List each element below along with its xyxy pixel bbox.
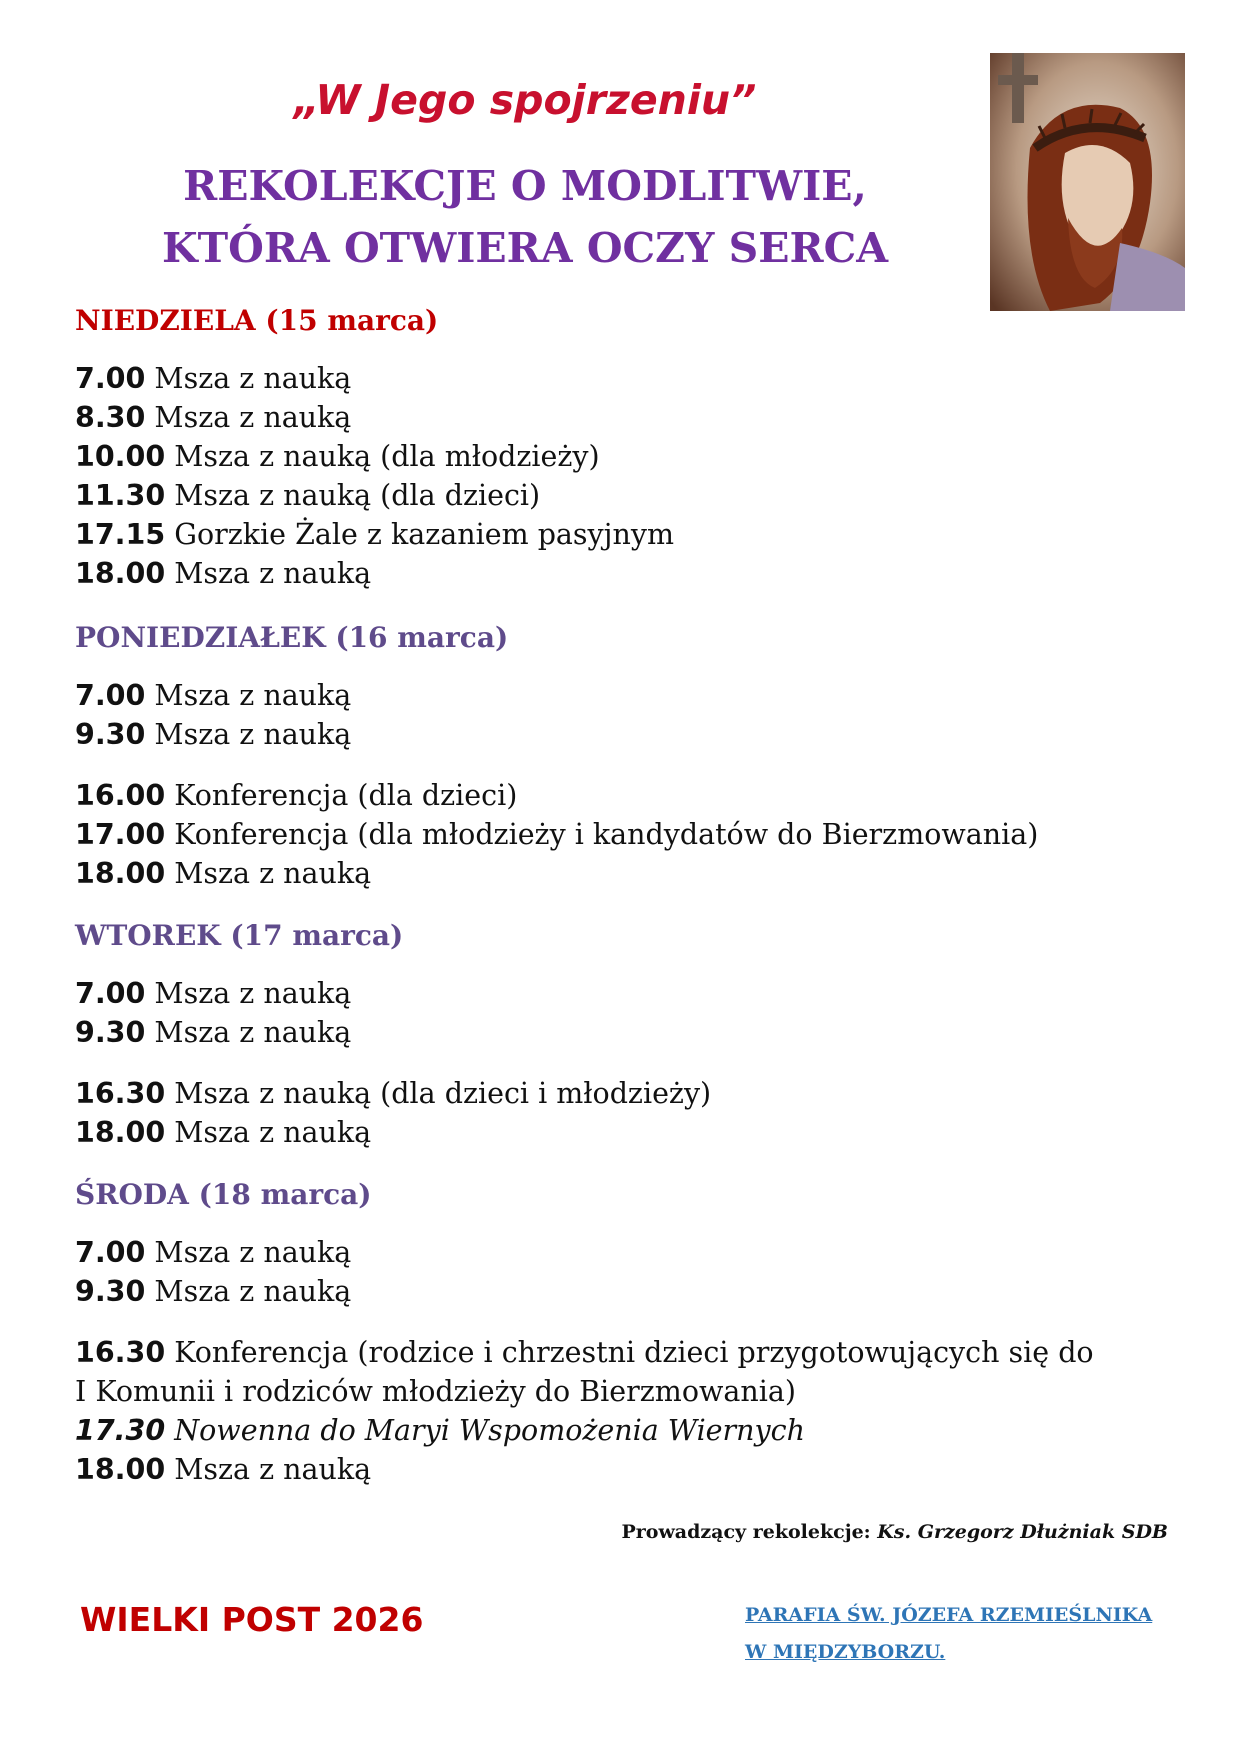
schedule-item-continuation: I Komunii i rodziców młodzieży do Bierzmowania) bbox=[75, 1375, 796, 1408]
retreat-leader: Prowadzący rekolekcje: Ks. Grzegorz Dłużniak SDB bbox=[621, 1521, 1168, 1543]
schedule-item: 17.30 Nowenna do Maryi Wspomożenia Wiernych bbox=[75, 1414, 805, 1447]
schedule-item: 7.00 Msza z nauką bbox=[75, 1236, 352, 1269]
schedule-item: 8.30 Msza z nauką bbox=[75, 401, 352, 434]
schedule-item: 18.00 Msza z nauką bbox=[75, 1116, 372, 1149]
day-heading-sunday: NIEDZIELA (15 marca) bbox=[75, 304, 439, 337]
title-line-1: REKOLEKCJE O MODLITWIE, bbox=[183, 162, 867, 210]
schedule-item: 16.30 Konferencja (rodzice i chrzestni dzieci przygotowujących się do bbox=[75, 1336, 1094, 1369]
schedule-item: 7.00 Msza z nauką bbox=[75, 679, 352, 712]
schedule-item: 16.30 Msza z nauką (dla dzieci i młodzieży) bbox=[75, 1077, 712, 1110]
schedule-item: 9.30 Msza z nauką bbox=[75, 1275, 352, 1308]
lent-label: WIELKI POST 2026 bbox=[80, 1600, 424, 1639]
schedule-item: 10.00 Msza z nauką (dla młodzieży) bbox=[75, 440, 600, 473]
parish-link-line-1[interactable]: PARAFIA ŚW. JÓZEFA RZEMIEŚLNIKA bbox=[745, 1604, 1153, 1626]
schedule-item: 9.30 Msza z nauką bbox=[75, 718, 352, 751]
schedule-item: 9.30 Msza z nauką bbox=[75, 1016, 352, 1049]
schedule-item: 18.00 Msza z nauką bbox=[75, 557, 372, 590]
schedule-item: 18.00 Msza z nauką bbox=[75, 1453, 372, 1486]
title-line-2: KTÓRA OTWIERA OCZY SERCA bbox=[161, 224, 889, 272]
schedule-item: 16.00 Konferencja (dla dzieci) bbox=[75, 779, 518, 812]
schedule-item: 7.00 Msza z nauką bbox=[75, 977, 352, 1010]
motto: „W Jego spojrzeniu” bbox=[293, 76, 757, 124]
parish-link-line-2[interactable]: W MIĘDZYBORZU. bbox=[745, 1641, 946, 1663]
day-heading-wednesday: ŚRODA (18 marca) bbox=[75, 1178, 372, 1211]
day-heading-monday: PONIEDZIAŁEK (16 marca) bbox=[75, 621, 509, 654]
day-heading-tuesday: WTOREK (17 marca) bbox=[75, 919, 404, 952]
schedule-item: 7.00 Msza z nauką bbox=[75, 362, 352, 395]
schedule-item: 11.30 Msza z nauką (dla dzieci) bbox=[75, 479, 541, 512]
schedule-item: 17.15 Gorzkie Żale z kazaniem pasyjnym bbox=[75, 518, 674, 551]
christ-with-crown-of-thorns-icon bbox=[990, 53, 1185, 311]
schedule-item: 17.00 Konferencja (dla młodzieży i kandydatów do Bierzmowania) bbox=[75, 818, 1039, 851]
schedule-item: 18.00 Msza z nauką bbox=[75, 857, 372, 890]
